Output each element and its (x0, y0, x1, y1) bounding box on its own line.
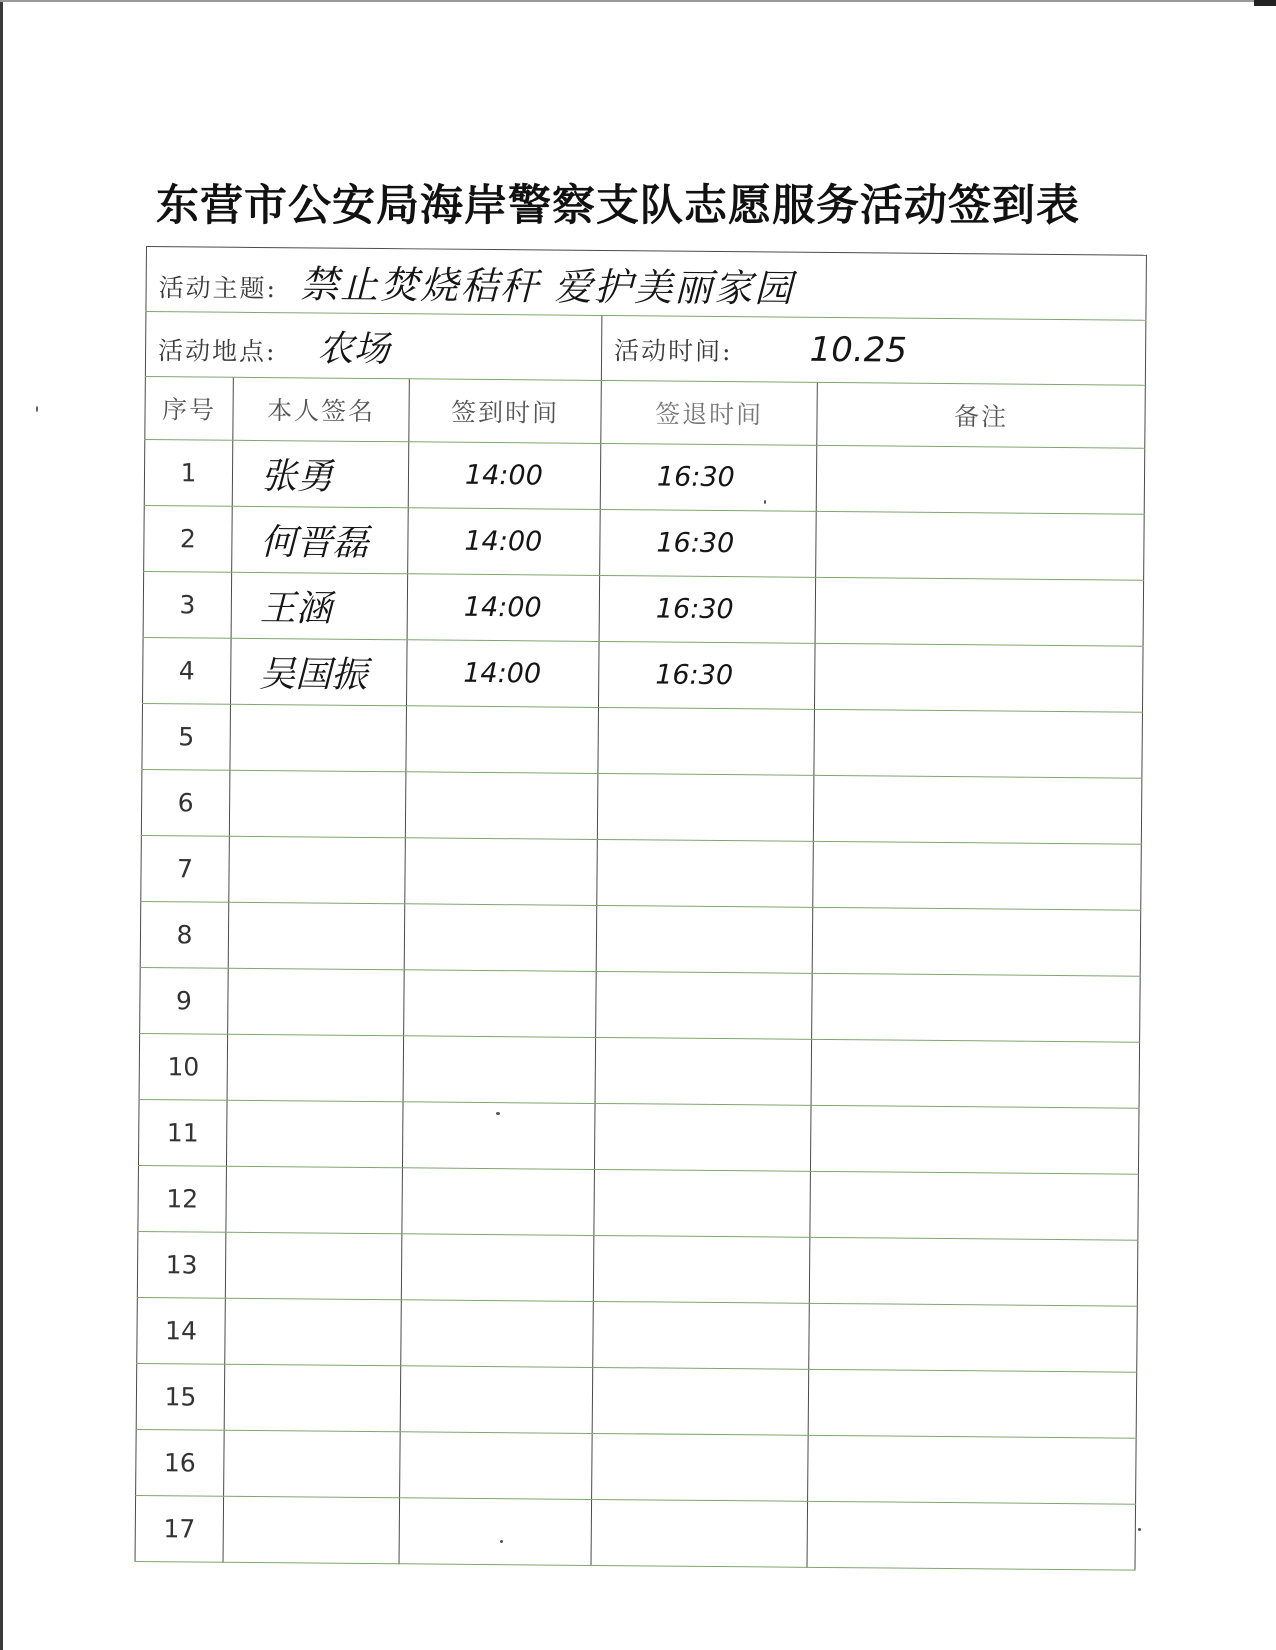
note-cell (816, 511, 1145, 580)
theme-value: 禁止焚烧秸秆 爱护美丽家园 (300, 261, 795, 311)
signature-cell: 张勇 (232, 440, 409, 508)
table-row (136, 1363, 1137, 1438)
checkout-time-cell: 16:30 (600, 509, 817, 577)
col-header-note: 备注 (953, 402, 1009, 432)
signature-cell (225, 1232, 402, 1300)
note-cell (810, 1171, 1139, 1240)
signature-cell (229, 836, 406, 904)
row-number: 10 (139, 1033, 228, 1100)
checkin-time-cell (402, 1168, 595, 1236)
table-row (143, 637, 1144, 712)
time-value: 10.25 (809, 329, 908, 371)
row-number: 6 (141, 769, 230, 836)
location-value: 农场 (317, 328, 390, 370)
signature-cell (223, 1496, 400, 1564)
signature-cell (225, 1298, 402, 1366)
row-number: 8 (140, 901, 229, 968)
checkin-time-cell (400, 1366, 593, 1434)
row-number: 3 (143, 571, 232, 638)
row-number: 13 (137, 1231, 226, 1298)
checkout-time-cell (596, 971, 813, 1039)
col-header-no: 序号 (161, 395, 217, 425)
col-header-checkout: 签退时间 (654, 399, 764, 430)
checkout-time-cell (594, 1103, 811, 1171)
row-number: 17 (135, 1495, 224, 1562)
note-cell (811, 1039, 1140, 1108)
note-cell (808, 1369, 1137, 1438)
theme-row (146, 247, 1147, 321)
checkout-time-cell: 16:30 (600, 443, 817, 511)
checkin-time-cell (399, 1498, 592, 1566)
checkin-time-cell (404, 904, 597, 972)
scan-edge-top (0, 0, 1276, 2)
checkout-time-cell (594, 1169, 811, 1237)
checkin-time-cell (405, 838, 598, 906)
checkin-time-cell: 14:00 (408, 508, 601, 576)
signature-cell (226, 1100, 403, 1168)
header-row (145, 376, 1146, 448)
checkout-time-cell (598, 707, 815, 775)
note-cell (810, 1105, 1139, 1174)
location-time-row (145, 312, 1146, 386)
checkout-time-cell (592, 1367, 809, 1435)
table-row (141, 835, 1142, 910)
table-row (136, 1429, 1137, 1504)
row-number: 14 (137, 1297, 226, 1364)
row-number: 12 (138, 1165, 227, 1232)
note-cell (812, 907, 1141, 976)
sign-in-table (135, 246, 1147, 1571)
table-row (138, 1099, 1139, 1174)
note-cell (809, 1303, 1138, 1372)
checkout-time-cell (595, 1037, 812, 1105)
signature-cell (224, 1430, 401, 1498)
checkout-time-cell (596, 905, 813, 973)
signature-cell (224, 1364, 401, 1432)
checkin-time-cell (405, 772, 598, 840)
table-row (138, 1165, 1139, 1240)
table-row (141, 769, 1142, 844)
note-cell (814, 709, 1143, 778)
checkin-time-cell (403, 1036, 596, 1104)
checkout-time-cell (591, 1499, 808, 1567)
row-number: 4 (143, 637, 232, 704)
signature-cell: 吴国振 (231, 638, 408, 706)
scan-speck (764, 500, 766, 504)
signature-cell (227, 1034, 404, 1102)
scan-edge-corner (1254, 0, 1276, 6)
table-row (144, 505, 1145, 580)
row-number: 15 (136, 1363, 225, 1430)
checkin-time-cell: 14:00 (408, 442, 601, 510)
checkout-time-cell: 16:30 (599, 575, 816, 643)
checkin-time-cell (400, 1432, 593, 1500)
checkout-time-cell (592, 1433, 809, 1501)
checkin-time-cell (401, 1300, 594, 1368)
checkin-time-cell: 14:00 (407, 574, 600, 642)
table-row (140, 967, 1141, 1042)
signature-cell: 王涵 (231, 572, 408, 640)
row-number: 9 (140, 967, 229, 1034)
checkin-time-cell (406, 706, 599, 774)
note-cell (813, 775, 1142, 844)
sign-in-sheet (134, 246, 1146, 1595)
checkout-time-cell (593, 1235, 810, 1303)
table-row (144, 439, 1145, 514)
table-row (139, 1033, 1140, 1108)
row-number: 2 (144, 505, 233, 572)
row-number: 11 (138, 1099, 227, 1166)
col-header-checkin: 签到时间 (450, 397, 560, 428)
scan-edge-left (0, 0, 3, 1650)
scan-speck (36, 406, 38, 412)
note-cell (808, 1435, 1137, 1504)
signature-cell (228, 902, 405, 970)
row-number: 16 (136, 1429, 225, 1496)
signature-cell (230, 704, 407, 772)
theme-label: 活动主题: (158, 272, 278, 303)
checkout-time-cell (597, 839, 814, 907)
note-cell (809, 1237, 1138, 1306)
note-cell (815, 577, 1144, 646)
table-row (135, 1495, 1136, 1570)
scan-speck (1138, 1528, 1141, 1531)
table-row (137, 1231, 1138, 1306)
checkout-time-cell (593, 1301, 810, 1369)
scan-speck (496, 1112, 500, 1115)
row-number: 7 (141, 835, 230, 902)
table-row (142, 703, 1143, 778)
signature-cell (229, 770, 406, 838)
checkin-time-cell: 14:00 (406, 640, 599, 708)
table-row (140, 901, 1141, 976)
note-cell (812, 973, 1141, 1042)
table-row (137, 1297, 1138, 1372)
checkin-time-cell (404, 970, 597, 1038)
note-cell (816, 445, 1145, 514)
location-label: 活动地点: (157, 335, 277, 366)
note-cell (814, 643, 1143, 712)
scan-speck (500, 1540, 503, 1543)
table-row (143, 571, 1144, 646)
time-label: 活动时间: (613, 336, 733, 367)
signature-cell (228, 968, 405, 1036)
col-header-signature: 本人签名 (266, 396, 376, 427)
row-number: 5 (142, 703, 231, 770)
checkin-time-cell (401, 1234, 594, 1302)
checkout-time-cell (597, 773, 814, 841)
note-cell (807, 1501, 1136, 1570)
note-cell (813, 841, 1142, 910)
signature-cell: 何晋磊 (232, 506, 409, 574)
signature-cell (226, 1166, 403, 1234)
page-title: 东营市公安局海岸警察支队志愿服务活动签到表 (156, 181, 1080, 231)
checkout-time-cell: 16:30 (598, 641, 815, 709)
row-number: 1 (144, 439, 233, 506)
